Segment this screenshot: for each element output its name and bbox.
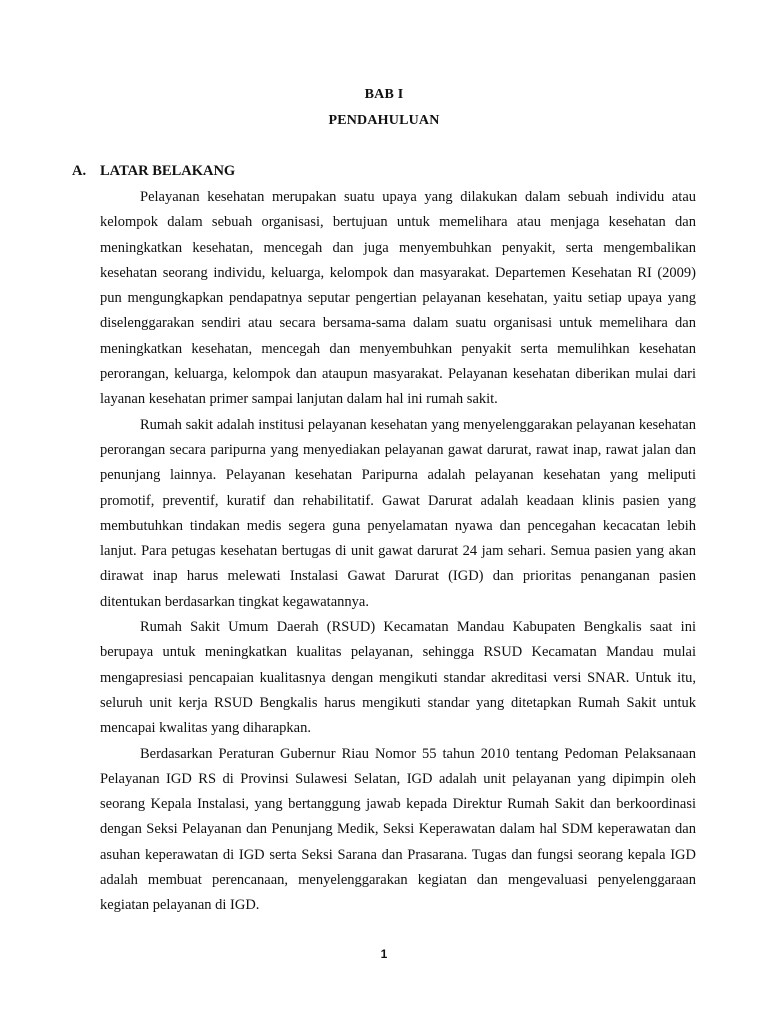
chapter-label: BAB I xyxy=(364,87,404,102)
section-title: LATAR BELAKANG xyxy=(100,163,236,179)
section-heading xyxy=(72,162,235,180)
paragraph: Rumah Sakit Umum Daerah (RSUD) Kecamatan Mandau Kabupaten Bengkalis saat ini berupaya untuk meningkatkan kualitas pelayanan, sehingga RSUD Kecamatan Mandau mulai mengapresiasi pencapaian kualitasnya dengan mengikuti standar akreditasi versi SNAR. Untuk itu, seluruh unit kerja RSUD Bengkalis harus mengikuti standar yang ditetapkan Rumah Sakit untuk mencapai kwalitas yang diharapkan. xyxy=(100,619,696,737)
section-letter: A. xyxy=(72,163,87,179)
chapter-title: PENDAHULUAN xyxy=(328,113,440,128)
paragraph: Rumah sakit adalah institusi pelayanan kesehatan yang menyelenggarakan pelayanan kesehatan perorangan secara paripurna yang menyediakan pelayanan gawat darurat, rawat inap, rawat jalan dan penunjang lainnya. Pelayanan kesehatan Paripurna adalah pelayanan kesehatan yang meliputi promotif, preventif, kuratif dan rehabilitatif. Gawat Darurat adalah keadaan klinis pasien yang membutuhkan tindakan medis segera guna penyelamatan nyawa dan pencegahan kecacatan lebih lanjut. Para petugas kesehatan bertugas di unit gawat darurat 24 jam sehari. Semua pasien yang akan dirawat inap harus melewati Instalasi Gawat Darurat (IGD) dan prioritas penanganan pasien ditentukan berdasarkan tingkat kegawatannya. xyxy=(100,416,696,610)
paragraph: Pelayanan kesehatan merupakan suatu upaya yang dilakukan dalam sebuah individu atau kelompok dalam sebuah organisasi, bertujuan untuk memelihara atau menjaga kesehatan dan meningkatkan kesehatan, mencegah dan juga menyembuhkan penyakit, serta mengembalikan kesehatan seorang individu, keluarga, kelompok dan masyarakat. Departemen Kesehatan RI (2009) pun mengungkapkan pendapatnya seputar pengertian pelayanan kesehatan, yaitu setiap upaya yang diselenggarakan sendiri atau secara bersama-sama dalam suatu organisasi untuk memelihara dan meningkatkan kesehatan, mencegah dan menyembuhkan penyakit serta memulihkan kesehatan perorangan, keluarga, kelompok dan ataupun masyarakat. Pelayanan kesehatan diberikan mulai dari layanan kesehatan primer sampai lanjutan dalam hal ini rumah sakit. xyxy=(100,189,696,408)
paragraph: Berdasarkan Peraturan Gubernur Riau Nomor 55 tahun 2010 tentang Pedoman Pelaksanaan Pelayanan IGD RS di Provinsi Sulawesi Selatan, IGD adalah unit pelayanan yang dipimpin oleh seorang Kepala Instalasi, yang bertanggung jawab kepada Direktur Rumah Sakit dan berkoordinasi dengan Seksi Pelayanan dan Penunjang Medik, Seksi Keperawatan dalam hal SDM keperawatan dan asuhan keperawatan di IGD serta Seksi Sarana dan Prasarana. Tugas dan fungsi seorang kepala IGD adalah membuat perencanaan, menyelenggarakan kegiatan dan mengevaluasi penyelenggaraan kegiatan pelayanan di IGD. xyxy=(100,745,696,914)
page-number: 1 xyxy=(380,947,388,961)
body-text xyxy=(100,185,696,919)
